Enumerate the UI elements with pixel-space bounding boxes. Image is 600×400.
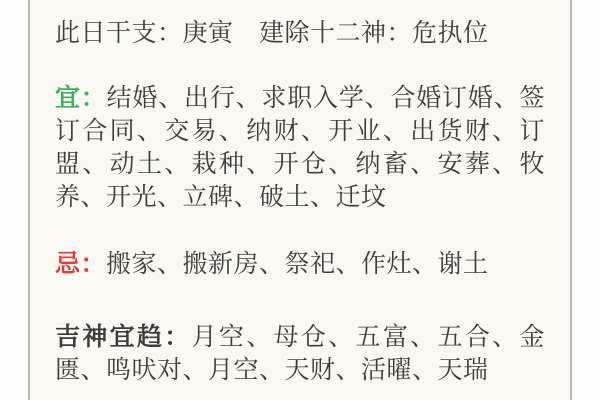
suitable-line: 盟、动土、栽种、开仓、纳畜、安葬、牧: [55, 149, 545, 178]
lucky-gods-line: [55, 320, 545, 353]
lucky-gods-label: 吉神宜趋：: [55, 322, 192, 351]
suitable-label: 宜：: [55, 83, 107, 112]
avoid-label: 忌：: [55, 249, 107, 278]
lucky-gods-line-text: 月空、母仓、五富、五合、金: [191, 322, 545, 351]
lucky-gods-line: 匮、鸣吠对、月空、天财、活曜、天瑞: [55, 355, 489, 384]
suitable-line-text: 结婚、出行、求职入学、合婚订婚、签: [106, 83, 545, 112]
day-ganzhi-line: 此日干支：庚寅 建除十二神：危执位: [55, 18, 489, 47]
avoid-text: 搬家、搬新房、祭祀、作灶、谢土: [106, 249, 489, 278]
suitable-line: 订合同、交易、纳财、开业、出货财、订: [55, 116, 545, 145]
almanac-card: [28, 0, 572, 400]
suitable-line: 养、开光、立碑、破土、迁坟: [55, 182, 387, 211]
suitable-line: [55, 81, 545, 114]
avoid-section: [55, 247, 545, 280]
lucky-gods-section: [55, 320, 545, 386]
suitable-section: [55, 81, 545, 213]
